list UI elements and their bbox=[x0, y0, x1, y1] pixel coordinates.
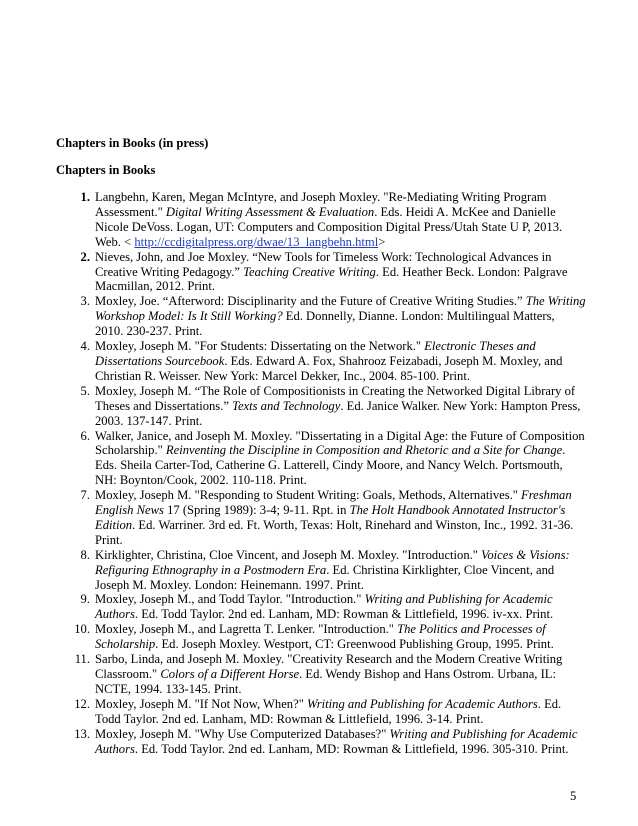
reference-item bbox=[56, 652, 586, 697]
item-number: 4. bbox=[80, 339, 90, 354]
reference-item bbox=[56, 250, 586, 295]
ref-text: Kirklighter, Christina, Cloe Vincent, and Joseph M. Moxley. "Introduction." bbox=[95, 547, 482, 562]
ref-text: . Ed. Todd Taylor. 2nd ed. Lanham, MD: Rowman & Littlefield, 1996. iv-xx. Print. bbox=[134, 607, 554, 622]
reference-item bbox=[56, 697, 586, 727]
item-number: 11. bbox=[74, 652, 90, 667]
ref-text: Moxley, Joseph M. "If Not Now, When?" bbox=[95, 696, 307, 711]
ref-text: Langbehn, Karen, Megan McIntyre, and Joseph Moxley. "Re-Mediating Writing Program Assessment." bbox=[95, 190, 547, 219]
ref-text: . Ed. Heather Beck. London: Palgrave Macmillan, 2012. Print. bbox=[95, 264, 568, 294]
ref-title: The Politics and Processes of Scholarship bbox=[95, 622, 546, 652]
ref-text: Moxley, Joseph M. "Why Use Computerized Databases?" bbox=[95, 726, 390, 741]
ref-text: . Ed. Wendy Bishop and Hans Ostrom. Urbana, IL: NCTE, 1994. 133-145. Print. bbox=[95, 667, 556, 696]
ref-text: Moxley, Joseph M. "For Students: Dissertating on the Network." bbox=[95, 339, 425, 354]
ref-text: . Ed. Christina Kirklighter, Cloe Vincent, and Joseph M. Moxley. London: Heinemann. 1997. Print. bbox=[95, 562, 555, 592]
ref-title: Writing and Publishing for Academic Authors bbox=[95, 592, 553, 622]
ref-text: Sarbo, Linda, and Joseph M. Moxley. "Creativity Research and the Modern Creative Writing Classroom." bbox=[95, 652, 563, 681]
ref-title: Freshman English News bbox=[95, 488, 572, 518]
reference-item bbox=[56, 548, 586, 593]
ref-text: 17 (Spring 1989): 3-4; 9-11. Rpt. in bbox=[163, 503, 350, 518]
reference-list bbox=[56, 190, 586, 756]
heading-chapters-in-press: Chapters in Books (in press) bbox=[56, 136, 209, 150]
item-number: 1. bbox=[80, 190, 90, 204]
ref-text: . Ed. Janice Walker. New York: Hampton Press, 2003. 137-147. Print. bbox=[95, 398, 581, 428]
item-number: 5. bbox=[80, 383, 90, 398]
item-number: 6. bbox=[80, 428, 90, 443]
ref-text: > bbox=[378, 234, 386, 249]
ref-text: Moxley, Joseph M. “The Role of Compositionists in Creating the Networked Digital Library of Theses and Dissertations.” bbox=[95, 383, 576, 413]
item-number: 12. bbox=[74, 696, 90, 711]
page-number: 5 bbox=[570, 789, 577, 803]
ref-text: . Ed. Warriner. 3rd ed. Ft. Worth, Texas: Holt, Rinehard and Winston, Inc., 1992. 31-36. Print. bbox=[95, 517, 574, 547]
reference-item bbox=[56, 592, 586, 622]
reference-item bbox=[56, 339, 586, 384]
ref-title: Digital Writing Assessment & Evaluation bbox=[165, 204, 375, 219]
item-number: 3. bbox=[80, 294, 90, 309]
ref-text: Ed. Donnelly, Dianne. London: Multilingual Matters, 2010. 230-237. Print. bbox=[95, 309, 555, 339]
item-number: 13. bbox=[74, 726, 90, 741]
ref-title: The Writing Workshop Model: Is It Still Working? bbox=[95, 294, 586, 324]
ref-text: . Ed. Todd Taylor. 2nd ed. Lanham, MD: Rowman & Littlefield, 1996. 305-310. Print. bbox=[134, 741, 569, 756]
ref-title: Writing and Publishing for Academic Authors bbox=[95, 726, 578, 756]
ref-text: Nieves, John, and Joe Moxley. “New Tools for Timeless Work: Technological Advances in Creative Writing Pedagogy.” bbox=[95, 249, 552, 279]
ref-text: . Eds. Edward A. Fox, Shahrooz Feizabadi, Joseph M. Moxley, and Christian R. Weisser. New York: Marcel Dekker, Inc., 2004. 85-100. Print. bbox=[95, 353, 563, 383]
ref-title: Reinventing the Discipline in Composition and Rhetoric and a Site for Change bbox=[165, 443, 563, 458]
ref-title: Colors of a Different Horse bbox=[160, 667, 300, 681]
reference-item bbox=[56, 294, 586, 339]
ref-text: Moxley, Joseph M. "Responding to Student Writing: Goals, Methods, Alternatives." bbox=[95, 488, 522, 503]
ref-text: Walker, Janice, and Joseph M. Moxley. "Dissertating in a Digital Age: the Future of Composition Scholarship." bbox=[95, 428, 585, 458]
ref-title: The Holt Handbook Annotated Instructor's Edition bbox=[95, 503, 566, 532]
reference-item bbox=[56, 384, 586, 429]
item-number: 9. bbox=[80, 592, 90, 607]
reference-item bbox=[56, 727, 586, 757]
ref-text: Moxley, Joseph M., and Todd Taylor. "Introduction." bbox=[95, 592, 365, 607]
ref-text: Moxley, Joe. “Afterword: Disciplinarity and the Future of Creative Writing Studies.” bbox=[95, 294, 526, 309]
ref-title: Teaching Creative Writing bbox=[243, 264, 376, 279]
ref-title: Writing and Publishing for Academic Authors bbox=[306, 696, 538, 711]
item-number: 7. bbox=[80, 488, 90, 503]
ref-title: Texts and Technology bbox=[232, 398, 341, 413]
item-number: 10. bbox=[74, 622, 90, 637]
reference-item bbox=[56, 622, 586, 652]
ref-text: . Ed. Todd Taylor. 2nd ed. Lanham, MD: Rowman & Littlefield, 1996. 3-14. Print. bbox=[95, 696, 562, 726]
heading-chapters-in-books: Chapters in Books bbox=[56, 163, 156, 177]
ref-text: . Eds. Heidi A. McKee and Danielle Nicole DeVoss. Logan, UT: Computers and Composition Digital Press/Utah State U P, 2013. Web. < bbox=[95, 204, 563, 249]
ref-text: Moxley, Joseph M., and Lagretta T. Lenker. "Introduction." bbox=[95, 622, 398, 637]
reference-item bbox=[56, 190, 586, 250]
item-number: 2. bbox=[80, 249, 90, 264]
ref-text: . Eds. Sheila Carter-Tod, Catherine G. Latterell, Cindy Moore, and Nancy Welch. Portsmouth, NH: Boynton/Cook, 2002. 110-118. Print. bbox=[95, 443, 566, 488]
reference-item bbox=[56, 429, 586, 489]
reference-link[interactable]: http://ccdigitalpress.org/dwae/13_langbehn.html bbox=[134, 234, 379, 249]
item-number: 8. bbox=[80, 547, 90, 562]
ref-title: Electronic Theses and Dissertations Sourcebook bbox=[95, 339, 536, 368]
ref-title: Voices & Visions: Refiguring Ethnography in a Postmodern Era bbox=[95, 547, 570, 577]
ref-text: . Ed. Joseph Moxley. Westport, CT: Greenwood Publishing Group, 1995. Print. bbox=[155, 637, 554, 652]
reference-item bbox=[56, 488, 586, 548]
